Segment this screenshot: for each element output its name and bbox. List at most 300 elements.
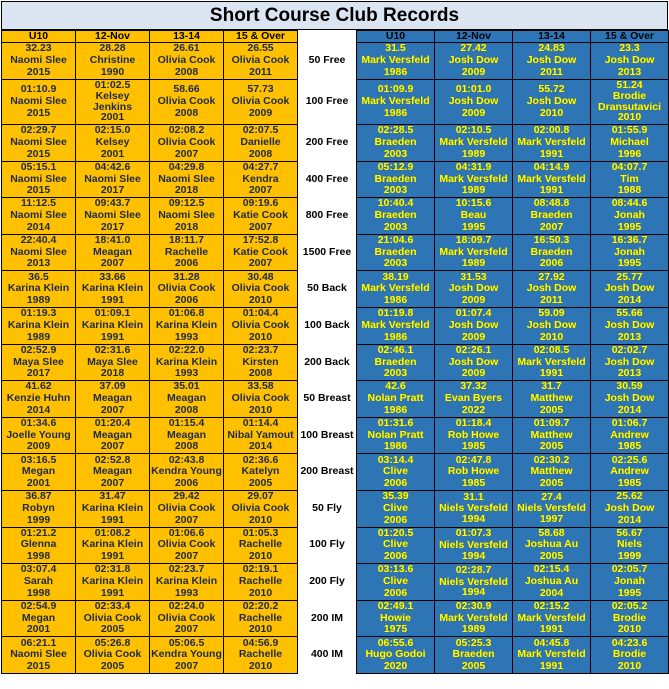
record-year: 1985 — [617, 476, 642, 489]
record-holder: Mark Versfeld — [517, 355, 586, 368]
record-holder: Mark Versfeld — [361, 94, 430, 107]
table-row — [2, 417, 669, 454]
girls-record-cell — [76, 454, 150, 491]
record-year: 1989 — [461, 147, 486, 160]
girls-record-cell — [150, 234, 224, 271]
record-holder: Karina Klein — [81, 538, 144, 551]
record-holder: Katie Cook — [233, 245, 288, 258]
record-time: 42.6 — [385, 380, 406, 393]
record-year: 1991 — [539, 659, 564, 672]
record-time: 25.77 — [616, 270, 643, 283]
boys-record-cell — [513, 161, 591, 198]
boys-record-cell — [357, 344, 435, 381]
boys-record-cell — [435, 79, 513, 124]
record-year: 2006 — [383, 476, 408, 489]
record-time: 16:36.7 — [611, 234, 648, 247]
boys-record-cell — [357, 417, 435, 454]
record-holder: Niels Versfeld — [439, 539, 508, 552]
record-holder: Naomi Slee — [158, 172, 215, 185]
record-time: 31.28 — [173, 270, 200, 283]
record-year: 1989 — [26, 294, 51, 307]
record-time: 58.66 — [173, 83, 200, 96]
record-time: 02:23.7 — [242, 344, 279, 356]
boys-record-cell — [591, 344, 669, 381]
record-time: 22:40.4 — [20, 234, 57, 247]
record-time: 55.72 — [538, 83, 565, 96]
record-holder: Rob Howe — [447, 465, 500, 478]
record-time: 31.1 — [463, 490, 484, 503]
record-time: 01:04.4 — [242, 307, 279, 320]
record-holder: Katelyn — [241, 465, 280, 478]
record-time: 02:31.6 — [94, 344, 131, 356]
record-year: 1994 — [461, 512, 486, 525]
record-holder: Karina Klein — [81, 575, 144, 588]
girls-record-cell — [2, 600, 76, 637]
record-time: 55.66 — [616, 307, 643, 320]
boys-record-cell — [357, 564, 435, 601]
record-holder: Karina Klein — [155, 355, 218, 368]
record-year: 2006 — [174, 476, 199, 489]
record-holder: Josh Dow — [604, 392, 655, 405]
record-year: 1993 — [174, 367, 199, 380]
record-year: 1991 — [100, 550, 125, 563]
record-time: 17:52.8 — [242, 234, 279, 247]
record-holder: Josh Dow — [604, 501, 655, 514]
record-year: 2010 — [539, 106, 564, 119]
boys-record-cell — [357, 198, 435, 235]
event-label: 100 Fly — [298, 527, 357, 564]
record-holder: Glenna — [20, 538, 57, 551]
record-holder: Brodie Dransutavici — [597, 90, 662, 113]
girls-record-cell — [224, 600, 298, 637]
boys-record-cell — [513, 43, 591, 80]
girls-age-header: U10 — [2, 31, 76, 43]
record-time: 36.5 — [28, 270, 49, 283]
record-year: 2015 — [26, 184, 51, 197]
record-holder: Mark Versfeld — [439, 245, 508, 258]
record-holder: Rachelle — [238, 538, 283, 551]
record-time: 08:44.6 — [611, 197, 648, 210]
record-time: 09:12.5 — [168, 197, 205, 210]
boys-record-cell — [357, 600, 435, 637]
record-time: 31.53 — [460, 270, 487, 283]
record-year: 2010 — [539, 330, 564, 343]
girls-record-cell — [224, 454, 298, 491]
record-year: 2008 — [174, 106, 199, 119]
record-year: 2009 — [461, 330, 486, 343]
record-holder: Kirsten — [242, 355, 279, 368]
record-year: 2005 — [100, 623, 125, 636]
girls-record-cell — [2, 79, 76, 124]
record-holder: Braeden — [530, 245, 573, 258]
record-year: 2007 — [248, 257, 273, 270]
record-holder: Naomi Slee — [10, 209, 67, 222]
boys-record-cell — [435, 600, 513, 637]
boys-record-cell — [357, 454, 435, 491]
table-row — [2, 43, 669, 80]
boys-record-cell — [435, 198, 513, 235]
record-holder: Niels Versfeld — [439, 575, 508, 588]
boys-record-cell — [591, 417, 669, 454]
girls-record-cell — [76, 161, 150, 198]
table-row — [2, 381, 669, 418]
record-holder: Olivia Cook — [231, 282, 290, 295]
record-holder: Mark Versfeld — [361, 282, 430, 295]
record-year: 2008 — [248, 147, 273, 160]
record-holder: Matthew — [530, 465, 573, 478]
girls-record-cell — [224, 198, 298, 235]
girls-record-cell — [224, 125, 298, 162]
record-year: 2009 — [461, 367, 486, 380]
record-year: 2010 — [248, 330, 273, 343]
record-holder: Niels Versfeld — [517, 502, 586, 515]
record-holder: Hugo Godoi — [365, 648, 426, 661]
record-time: 01:18.4 — [455, 417, 492, 429]
record-holder: Karina Klein — [7, 282, 70, 295]
girls-record-cell — [2, 454, 76, 491]
record-year: 2018 — [174, 220, 199, 233]
event-label: 200 Free — [298, 125, 357, 162]
record-time: 02:31.8 — [94, 563, 131, 576]
boys-record-cell — [513, 125, 591, 162]
girls-record-cell — [2, 234, 76, 271]
girls-record-cell — [76, 564, 150, 601]
record-time: 02:20.2 — [242, 600, 279, 612]
record-year: 2008 — [174, 440, 199, 453]
record-year: 2010 — [617, 111, 642, 124]
record-holder: Olivia Cook — [157, 501, 216, 514]
record-year: 2005 — [539, 440, 564, 453]
girls-age-header: 13-14 — [150, 31, 224, 43]
girls-record-cell — [224, 161, 298, 198]
girls-record-cell — [224, 564, 298, 601]
record-holder: Niels Versfeld — [439, 502, 508, 515]
girls-record-cell — [224, 417, 298, 454]
record-holder: Olivia Cook — [231, 318, 290, 331]
record-holder: Josh Dow — [448, 282, 499, 295]
girls-record-cell — [150, 79, 224, 124]
record-time: 37.32 — [460, 380, 487, 393]
record-holder: Nolan Pratt — [367, 428, 424, 441]
boys-record-cell — [513, 381, 591, 418]
record-year: 2009 — [26, 440, 51, 453]
girls-record-cell — [2, 125, 76, 162]
record-year: 2015 — [26, 147, 51, 160]
record-time: 01:07.4 — [455, 307, 492, 320]
record-time: 27.92 — [538, 270, 565, 283]
record-holder: Katie Cook — [233, 209, 288, 222]
record-year: 2013 — [26, 257, 51, 270]
girls-record-cell — [150, 344, 224, 381]
record-year: 1991 — [100, 330, 125, 343]
girls-record-cell — [150, 637, 224, 674]
record-holder: Howie — [380, 611, 411, 624]
record-year: 2006 — [174, 294, 199, 307]
record-time: 05:26.8 — [94, 636, 131, 649]
girls-record-cell — [150, 454, 224, 491]
boys-record-cell — [357, 271, 435, 308]
girls-record-cell — [224, 637, 298, 674]
record-holder: Robyn — [22, 501, 55, 514]
girls-record-cell — [224, 527, 298, 564]
record-year: 2007 — [248, 184, 273, 197]
record-holder: Braeden — [374, 172, 417, 185]
record-year: 2005 — [539, 550, 564, 563]
record-year: 2007 — [174, 623, 199, 636]
boys-record-cell — [357, 637, 435, 674]
record-year: 2017 — [100, 184, 125, 197]
record-year: 2005 — [539, 476, 564, 489]
record-time: 11:12.5 — [20, 197, 57, 210]
record-time: 02:49.1 — [377, 600, 414, 612]
record-holder: Clive — [382, 538, 409, 551]
record-time: 02:36.6 — [242, 453, 279, 466]
record-time: 01:55.9 — [611, 124, 648, 137]
girls-record-cell — [2, 307, 76, 344]
girls-record-cell — [224, 490, 298, 527]
record-time: 02:30.9 — [455, 600, 492, 612]
boys-record-cell — [357, 234, 435, 271]
event-label: 50 Free — [298, 43, 357, 80]
record-time: 24.83 — [538, 42, 565, 55]
record-time: 04:45.8 — [533, 636, 570, 649]
record-year: 2005 — [539, 403, 564, 416]
record-holder: Kenzie Huhn — [6, 392, 71, 405]
boys-record-cell — [591, 564, 669, 601]
record-time: 30.59 — [616, 380, 643, 393]
boys-record-cell — [513, 271, 591, 308]
record-time: 02:07.5 — [242, 124, 279, 137]
record-holder: Rachelle — [238, 575, 283, 588]
record-holder: Naomi Slee — [10, 53, 67, 66]
record-holder: Andrew — [610, 428, 649, 441]
record-year: 2006 — [383, 513, 408, 526]
boys-record-cell — [591, 600, 669, 637]
record-holder: Karina Klein — [7, 318, 70, 331]
record-holder: Megan — [21, 611, 56, 624]
record-time: 06:55.6 — [377, 636, 414, 649]
record-holder: Christine — [89, 53, 136, 66]
record-year: 1999 — [26, 513, 51, 526]
record-holder: Naomi Slee — [10, 135, 67, 148]
record-holder: Joshua Au — [524, 575, 579, 588]
record-year: 2006 — [539, 257, 564, 270]
girls-record-cell — [150, 490, 224, 527]
record-year: 2014 — [26, 403, 51, 416]
event-label: 200 Back — [298, 344, 357, 381]
record-year: 2011 — [540, 65, 563, 78]
record-time: 04:14.9 — [533, 161, 570, 173]
record-time: 02:52.8 — [94, 453, 131, 466]
record-time: 18:09.7 — [455, 234, 492, 247]
record-time: 02:15.2 — [533, 600, 570, 612]
record-holder: Meagan — [166, 428, 207, 441]
record-year: 2014 — [248, 440, 273, 453]
record-time: 01:14.4 — [242, 417, 279, 429]
boys-record-cell — [357, 79, 435, 124]
girls-record-cell — [76, 381, 150, 418]
record-time: 05:25.3 — [455, 636, 492, 649]
record-year: 2006 — [174, 257, 199, 270]
record-time: 30.48 — [247, 270, 274, 283]
boys-record-cell — [357, 125, 435, 162]
record-year: 2001 — [26, 623, 51, 636]
record-time: 04:07.7 — [611, 161, 648, 173]
record-time: 29.42 — [173, 490, 200, 503]
record-holder: Naomi Slee — [10, 172, 67, 185]
record-holder: Josh Dow — [604, 318, 655, 331]
record-year: 2003 — [383, 367, 408, 380]
record-holder: Josh Dow — [604, 53, 655, 66]
record-time: 02:47.8 — [455, 453, 492, 466]
record-time: 02:46.1 — [377, 344, 414, 356]
girls-record-cell — [224, 79, 298, 124]
boys-age-header: U10 — [357, 31, 435, 43]
record-year: 1990 — [100, 65, 125, 78]
record-time: 03:16.5 — [20, 453, 57, 466]
record-holder: Josh Dow — [604, 355, 655, 368]
record-year: 1995 — [617, 220, 642, 233]
girls-record-cell — [150, 271, 224, 308]
record-time: 01:02.5 — [94, 79, 131, 91]
boys-record-cell — [435, 637, 513, 674]
boys-record-cell — [513, 234, 591, 271]
record-year: 2014 — [617, 294, 642, 307]
boys-record-cell — [513, 307, 591, 344]
record-holder: Olivia Cook — [231, 392, 290, 405]
boys-record-cell — [513, 564, 591, 601]
girls-record-cell — [224, 43, 298, 80]
event-label: 200 Breast — [298, 454, 357, 491]
record-year: 2001 — [100, 111, 125, 124]
record-year: 2015 — [26, 106, 51, 119]
record-year: 1995 — [617, 586, 642, 599]
boys-record-cell — [357, 43, 435, 80]
table-row — [2, 198, 669, 235]
record-holder: Olivia Cook — [157, 282, 216, 295]
girls-record-cell — [150, 198, 224, 235]
event-label: 200 IM — [298, 600, 357, 637]
record-time: 18:41.0 — [94, 234, 131, 247]
event-label: 100 Breast — [298, 417, 357, 454]
record-year: 2003 — [383, 220, 408, 233]
record-time: 02:54.9 — [20, 600, 57, 612]
record-holder: Clive — [382, 575, 409, 588]
girls-record-cell — [76, 600, 150, 637]
girls-record-cell — [150, 381, 224, 418]
record-time: 01:09.9 — [377, 83, 414, 96]
record-time: 05:15.1 — [20, 161, 57, 173]
record-year: 2005 — [248, 476, 273, 489]
event-label: 50 Fly — [298, 490, 357, 527]
record-year: 2009 — [248, 106, 273, 119]
record-holder: Clive — [382, 465, 409, 478]
record-year: 2007 — [100, 257, 125, 270]
record-holder: Rachelle — [238, 648, 283, 661]
record-year: 1991 — [539, 367, 564, 380]
record-time: 01:08.2 — [94, 527, 131, 539]
boys-record-cell — [513, 454, 591, 491]
record-holder: Mark Versfeld — [517, 648, 586, 661]
table-row — [2, 600, 669, 637]
boys-record-cell — [513, 637, 591, 674]
girls-record-cell — [150, 43, 224, 80]
girls-record-cell — [224, 307, 298, 344]
record-holder: Rachelle — [238, 611, 283, 624]
record-holder: Mark Versfeld — [439, 611, 508, 624]
boys-record-cell — [591, 79, 669, 124]
record-time: 05:06.5 — [168, 636, 205, 649]
record-year: 1991 — [100, 513, 125, 526]
girls-record-cell — [2, 43, 76, 80]
boys-record-cell — [357, 161, 435, 198]
girls-record-cell — [76, 79, 150, 124]
boys-age-header: 12-Nov — [435, 31, 513, 43]
record-time: 05:12.9 — [377, 161, 414, 173]
boys-record-cell — [513, 79, 591, 124]
boys-record-cell — [591, 198, 669, 235]
boys-record-cell — [591, 454, 669, 491]
boys-record-cell — [357, 490, 435, 527]
record-holder: Meagan — [166, 392, 207, 405]
girls-record-cell — [76, 271, 150, 308]
boys-record-cell — [435, 344, 513, 381]
record-holder: Mark Versfeld — [361, 318, 430, 331]
record-time: 08:48.8 — [533, 197, 570, 210]
record-holder: Jonah — [614, 209, 645, 222]
girls-record-cell — [76, 637, 150, 674]
girls-record-cell — [150, 417, 224, 454]
record-time: 41.62 — [25, 380, 52, 393]
record-time: 06:21.1 — [20, 636, 57, 649]
record-holder: Braeden — [452, 648, 495, 661]
record-holder: Joshua Au — [524, 538, 579, 551]
record-year: 1991 — [100, 294, 125, 307]
record-time: 03:13.6 — [377, 563, 414, 576]
record-time: 51.24 — [616, 79, 643, 91]
record-holder: Josh Dow — [448, 355, 499, 368]
event-label: 400 Free — [298, 161, 357, 198]
record-holder: Rob Howe — [447, 428, 500, 441]
record-time: 01:07.3 — [455, 527, 492, 540]
record-year: 2006 — [383, 586, 408, 599]
record-year: 1988 — [617, 184, 642, 197]
table-row — [2, 234, 669, 271]
boys-record-cell — [435, 125, 513, 162]
record-holder: Maya Slee — [87, 355, 138, 368]
record-time: 59.09 — [538, 307, 565, 320]
record-holder: Meagan — [92, 465, 133, 478]
record-holder: Josh Dow — [448, 94, 499, 107]
record-year: 1989 — [461, 623, 486, 636]
record-year: 2010 — [248, 586, 273, 599]
record-holder: Josh Dow — [526, 94, 577, 107]
record-year: 2007 — [100, 403, 125, 416]
record-holder: Mark Versfeld — [439, 172, 508, 185]
record-year: 1991 — [100, 586, 125, 599]
girls-record-cell — [224, 344, 298, 381]
record-year: 1998 — [26, 550, 51, 563]
boys-record-cell — [435, 454, 513, 491]
record-holder: Olivia Cook — [157, 538, 216, 551]
record-time: 03:14.4 — [377, 453, 414, 466]
record-time: 26.55 — [247, 42, 274, 55]
boys-record-cell — [435, 381, 513, 418]
boys-record-cell — [357, 381, 435, 418]
record-holder: Josh Dow — [526, 282, 577, 295]
record-time: 02:08.2 — [168, 124, 205, 137]
boys-record-cell — [591, 161, 669, 198]
